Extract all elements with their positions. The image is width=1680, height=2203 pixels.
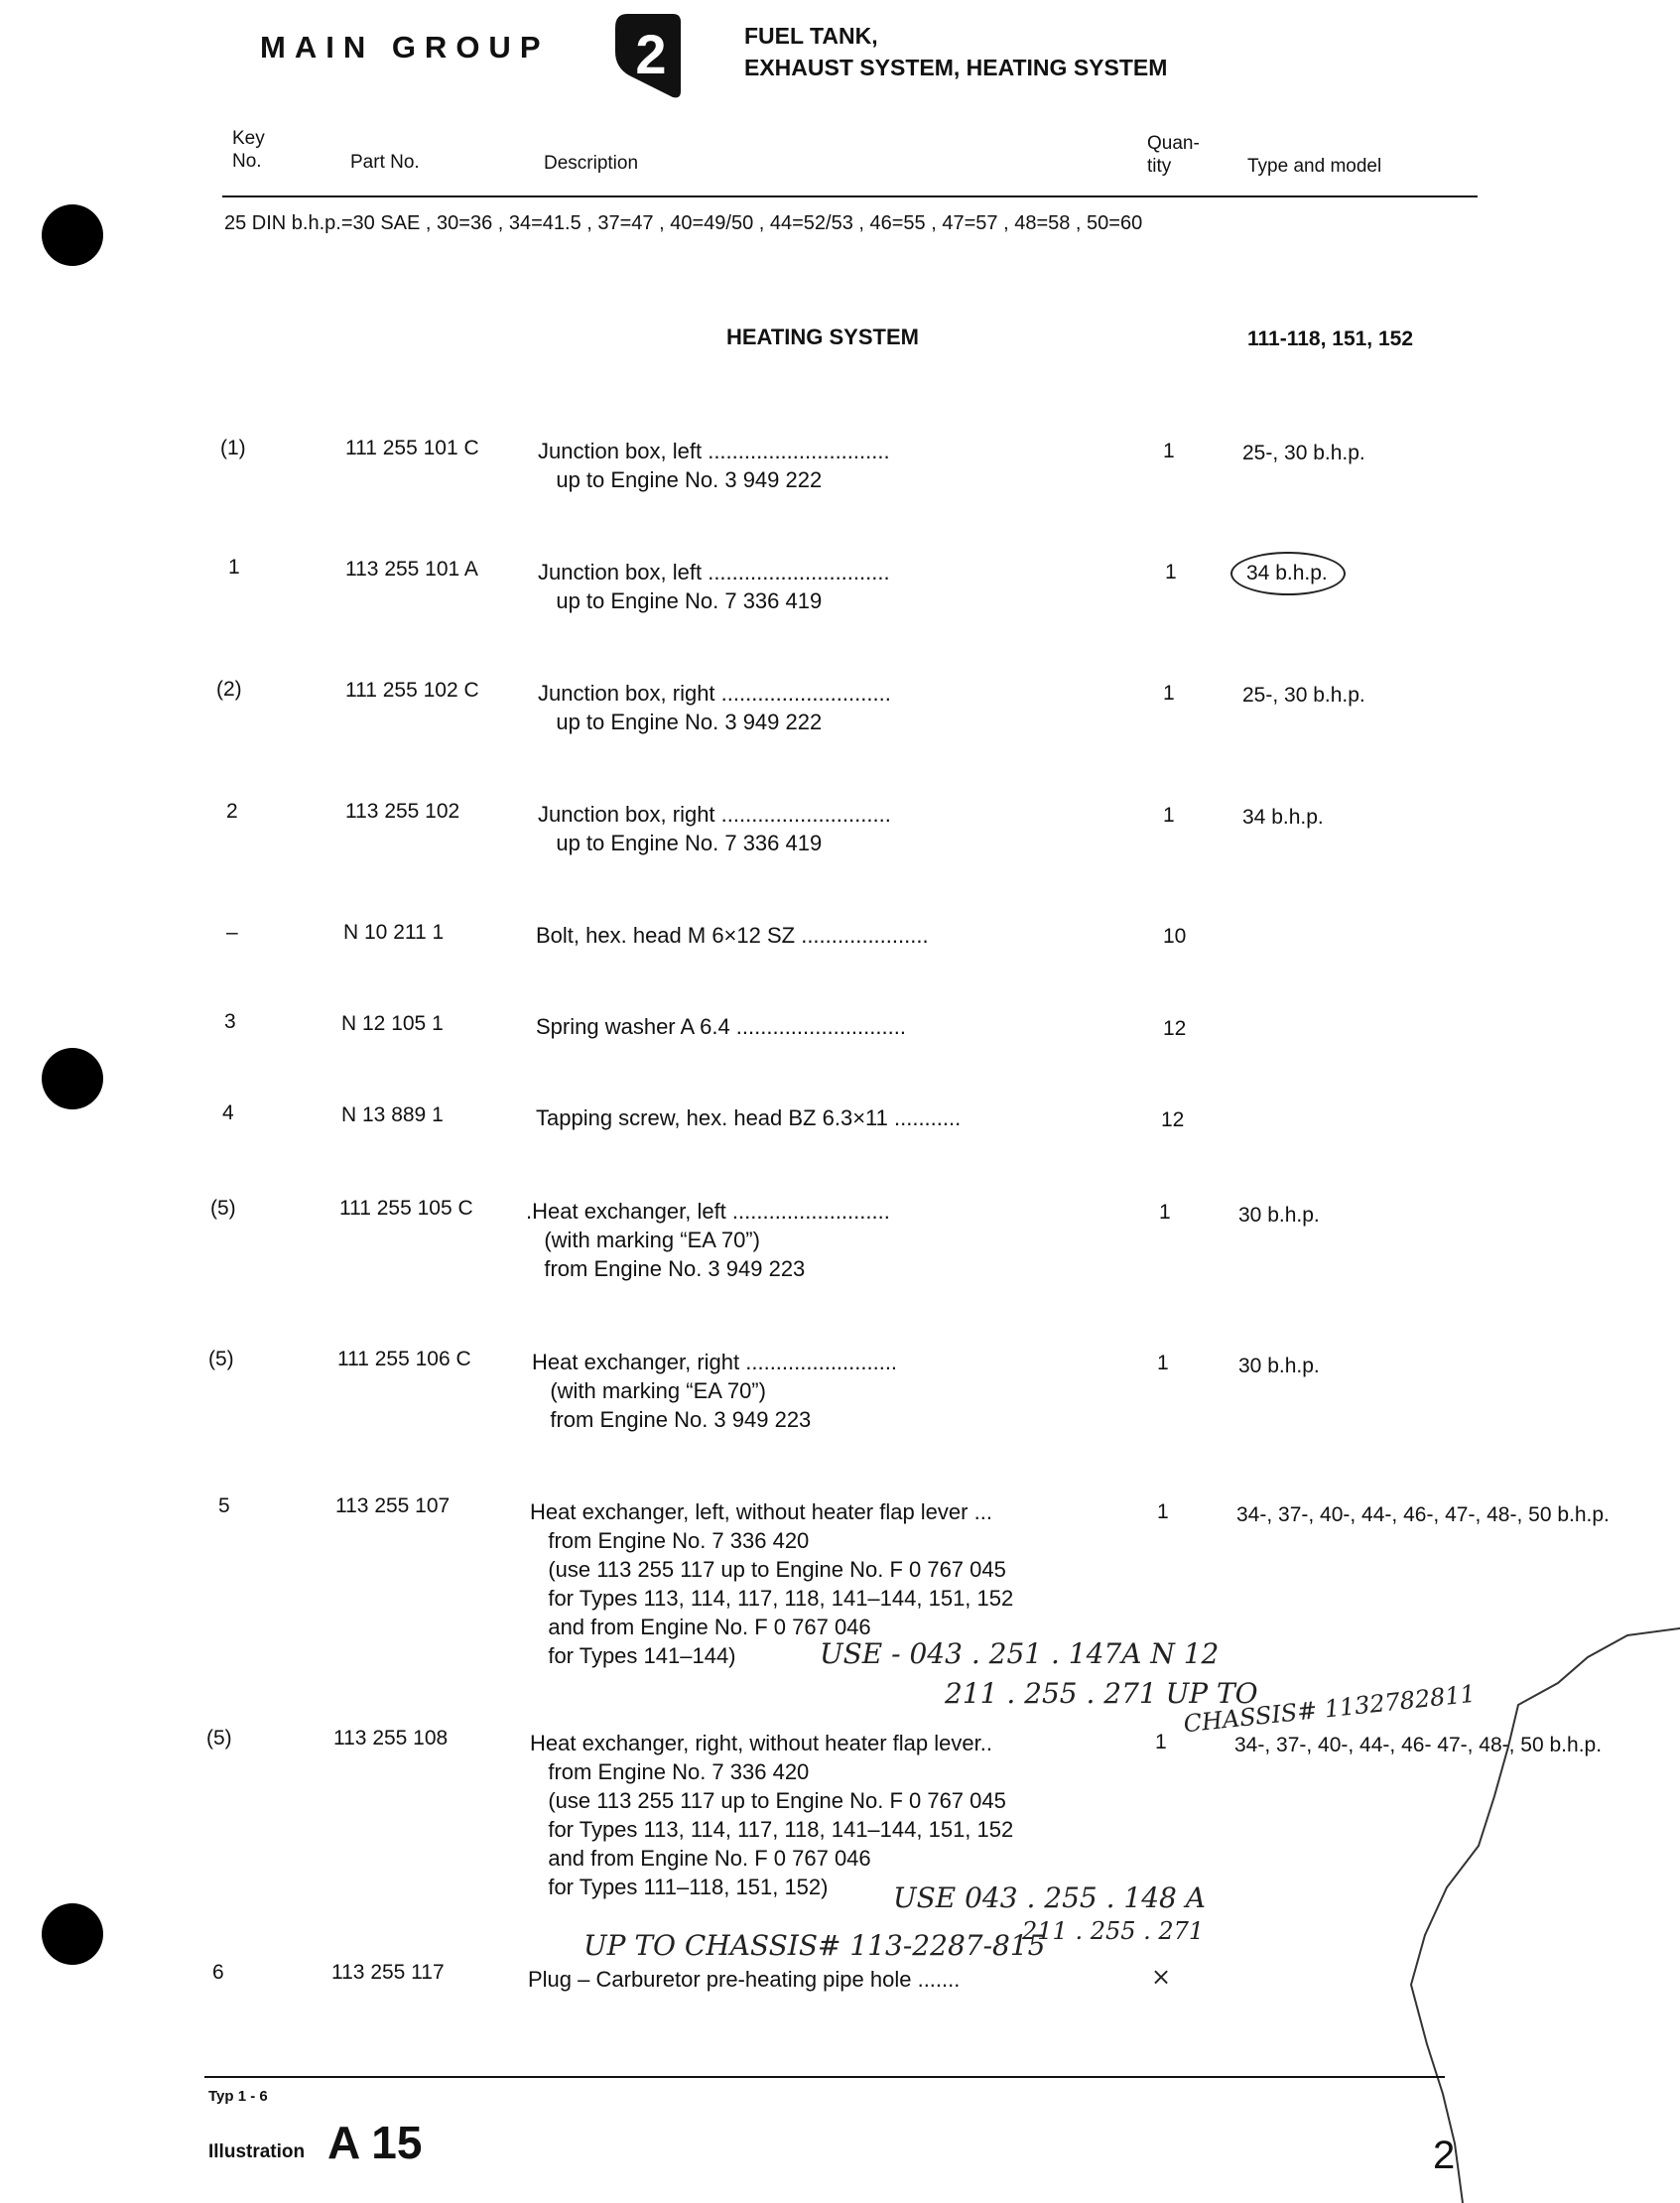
row-type: 25-, 30 b.h.p. (1242, 684, 1365, 707)
row-description: .Heat exchanger, left .......................... (with marking “EA 70”) from Engine No. 3 949 223 (526, 1199, 890, 1281)
row-key: 6 (212, 1961, 224, 1984)
row-quantity: 1 (1165, 561, 1177, 583)
footer-typ: Typ 1 - 6 (208, 2088, 268, 2105)
row-quantity: 1 (1163, 440, 1175, 462)
row-quantity: 10 (1163, 925, 1187, 948)
row-key: 2 (226, 800, 238, 823)
row-key: (2) (216, 678, 242, 701)
row-key: (5) (208, 1348, 234, 1370)
handwritten-circle-mark (1230, 552, 1346, 595)
row-part-no: N 10 211 1 (343, 921, 445, 944)
title-line-1: FUEL TANK, (744, 23, 878, 49)
row-type: 25-, 30 b.h.p. (1242, 442, 1365, 464)
row-description: Heat exchanger, right ......................... (with marking “EA 70”) from Engine No. 3 949 223 (532, 1350, 898, 1432)
row-key: 5 (218, 1494, 230, 1517)
row-part-no: 111 255 102 C (345, 679, 479, 702)
handwritten-x-mark: × (1151, 1963, 1172, 1991)
handwritten-note: USE - 043 . 251 . 147A N 12 (820, 1637, 1220, 1670)
footer-illustration-label: Illustration (208, 2141, 306, 2162)
row-quantity: 1 (1157, 1500, 1169, 1523)
row-part-no: 113 255 101 A (345, 558, 478, 581)
hole-punch (42, 1903, 103, 1965)
hole-punch (42, 204, 103, 266)
handwritten-note: CHASSIS# 1132782811 (1182, 1679, 1478, 1739)
row-part-no: 111 255 105 C (339, 1197, 473, 1220)
header-rule (222, 195, 1478, 197)
row-description: Tapping screw, hex. head BZ 6.3×11 ........... (536, 1105, 962, 1130)
row-description: Bolt, hex. head M 6×12 SZ ..................... (536, 923, 929, 948)
row-type: 30 b.h.p. (1238, 1204, 1320, 1227)
row-description: Junction box, right ............................ up to Engine No. 3 949 222 (538, 681, 891, 734)
row-description: Spring washer A 6.4 ............................ (536, 1014, 906, 1039)
din-conversion-line: 25 DIN b.h.p.=30 SAE , 30=36 , 34=41.5 , 37=47 , 40=49/50 , 44=52/53 , 46=55 , 47=57 , 48=58 , 50=60 (224, 212, 1143, 234)
row-part-no: 111 255 101 C (345, 437, 479, 459)
column-key-no (232, 127, 265, 173)
column-quantity (1147, 132, 1200, 178)
row-type: 30 b.h.p. (1238, 1355, 1320, 1377)
column-part-no: Part No. (350, 152, 420, 173)
main-group-heading: MAIN GROUP (260, 30, 550, 65)
column-description: Description (544, 153, 639, 174)
row-part-no: 113 255 108 (333, 1727, 449, 1749)
row-description: Plug – Carburetor pre-heating pipe hole ....... (528, 1967, 961, 1992)
row-part-no: 113 255 107 (335, 1494, 451, 1517)
row-key: (1) (220, 437, 246, 459)
row-part-no: N 13 889 1 (341, 1103, 444, 1126)
row-description: Heat exchanger, left, without heater flap lever ... from Engine No. 7 336 420 (use 113 255 117 up to Engine No. F 0 767 045 for Types 113, 114, 117, 118, 141–144, 151, 152 and from Engine No. F 0 767 046 for Types 141–144) (530, 1499, 1014, 1668)
section-types: 111-118, 151, 152 (1247, 327, 1414, 350)
column-key-line1: Key (232, 128, 265, 149)
handwritten-note: 211 . 255 . 271 UP TO (945, 1677, 1258, 1710)
footer-rule (204, 2076, 1445, 2078)
group-number: 2 (635, 23, 667, 85)
row-quantity: 1 (1157, 1352, 1169, 1374)
handwritten-note: USE 043 . 255 . 148 A (893, 1881, 1206, 1914)
row-quantity: 1 (1163, 682, 1175, 705)
row-quantity: 1 (1155, 1731, 1167, 1753)
row-quantity: 12 (1161, 1108, 1185, 1131)
row-type: 34-, 37-, 40-, 44-, 46-, 47-, 48-, 50 b.h.p. (1236, 1503, 1610, 1526)
column-key-line2: No. (232, 151, 262, 172)
row-key: (5) (210, 1197, 236, 1220)
row-key: 3 (224, 1010, 236, 1033)
section-title: HEATING SYSTEM (726, 324, 919, 349)
handwritten-note: 211 . 255 . 271 (1022, 1917, 1205, 1945)
title-line-2: EXHAUST SYSTEM, HEATING SYSTEM (744, 55, 1168, 80)
row-key: – (226, 921, 238, 944)
row-part-no: 111 255 106 C (337, 1348, 471, 1370)
column-type-model: Type and model (1247, 156, 1382, 177)
page-title (744, 20, 1167, 83)
row-part-no: 113 255 102 (345, 800, 460, 823)
handwritten-note: UP TO CHASSIS# 113-2287-815 (583, 1929, 1046, 1962)
row-part-no: N 12 105 1 (341, 1012, 444, 1035)
row-type: 34 b.h.p. (1242, 806, 1324, 829)
page-number: 2 (1433, 2134, 1456, 2177)
row-quantity: 12 (1163, 1017, 1187, 1040)
column-qty-line1: Quan- (1147, 133, 1200, 154)
row-key: 1 (228, 556, 240, 579)
row-quantity: 1 (1159, 1201, 1171, 1224)
row-type: 34-, 37-, 40-, 44-, 46- 47-, 48-, 50 b.h.p. (1234, 1734, 1603, 1756)
hole-punch (42, 1048, 103, 1109)
row-description: Junction box, left .............................. up to Engine No. 3 949 222 (538, 439, 890, 492)
footer-illustration-code: A 15 (327, 2117, 423, 2168)
row-part-no: 113 255 117 (331, 1961, 445, 1984)
row-key: 4 (222, 1102, 234, 1124)
row-description: Junction box, right ............................ up to Engine No. 7 336 419 (538, 802, 891, 855)
row-description: Junction box, left .............................. up to Engine No. 7 336 419 (538, 560, 890, 613)
row-type: 34 b.h.p. (1246, 562, 1328, 584)
row-quantity: 1 (1163, 804, 1175, 827)
row-description: Heat exchanger, right, without heater flap lever.. from Engine No. 7 336 420 (use 113 255 117 up to Engine No. F 0 767 045 for Types 113, 114, 117, 118, 141–144, 151, 152 and from Engine No. F 0 767 046 for Types 111–118, 151, 152) (530, 1731, 1014, 1899)
column-qty-line2: tity (1147, 156, 1172, 177)
torn-page-edge (1399, 1627, 1680, 2203)
row-key: (5) (206, 1727, 232, 1749)
group-number-badge (609, 8, 689, 101)
